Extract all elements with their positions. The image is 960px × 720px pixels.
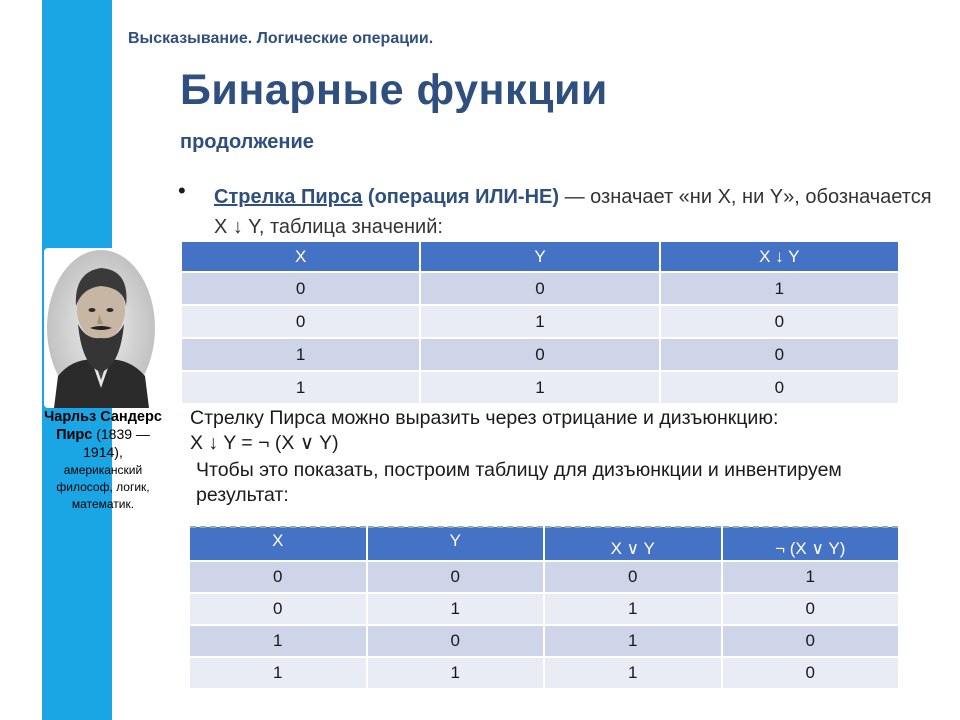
bullet-icon: • — [178, 178, 186, 203]
cell: 0 — [544, 561, 722, 593]
header-x: X — [189, 527, 367, 561]
portrait-illustration — [44, 248, 159, 408]
cell: 0 — [420, 272, 659, 305]
cell: 0 — [660, 371, 899, 404]
table-row — [181, 272, 899, 305]
person-dates: (1839 — 1914), — [83, 426, 150, 460]
definition-text: — означает «ни X, ни Y», обозначается X ↓ Y, таблица значений: — [214, 186, 932, 238]
cell: 0 — [660, 338, 899, 371]
cell: 1 — [189, 657, 367, 689]
cell: 1 — [420, 371, 659, 404]
table-row — [189, 593, 899, 625]
cell: 0 — [420, 338, 659, 371]
table-header-row — [181, 241, 899, 272]
cell: 1 — [544, 593, 722, 625]
cell: 0 — [367, 625, 545, 657]
truth-table-nor — [180, 240, 900, 405]
explanation-text — [190, 406, 910, 456]
header-or: X ∨ Y — [544, 527, 722, 561]
cell: 0 — [660, 305, 899, 338]
table-row — [181, 305, 899, 338]
cell: 1 — [189, 625, 367, 657]
cell: 1 — [420, 305, 659, 338]
bullet-definition — [214, 182, 944, 242]
person-name: Чарльз Сандерс Пирс — [44, 409, 162, 443]
section-title: Высказывание. Логические операции. — [128, 30, 434, 47]
header-not-or: ¬ (X ∨ Y) — [722, 527, 900, 561]
table-row — [181, 338, 899, 371]
table-header-row — [189, 527, 899, 561]
explanation-line: Стрелку Пирса можно выразить через отрицание и дизъюнкцию: — [190, 407, 779, 429]
table-row — [189, 561, 899, 593]
header-x: X — [181, 241, 420, 272]
cell: 1 — [181, 371, 420, 404]
term-peirce-arrow: Стрелка Пирса — [214, 186, 363, 208]
cell: 0 — [189, 593, 367, 625]
page-title: Бинарные функции — [180, 66, 608, 114]
cell: 0 — [189, 561, 367, 593]
person-caption — [44, 408, 162, 512]
truth-table-disjunction — [188, 526, 900, 690]
cell: 0 — [181, 272, 420, 305]
explanation-text-2: Чтобы это показать, построим таблицу для дизъюнкции и инвентируем результат: — [196, 459, 842, 506]
portrait-image — [44, 248, 159, 408]
cell: 0 — [181, 305, 420, 338]
header-y: Y — [367, 527, 545, 561]
formula: X ↓ Y = ¬ (X ∨ Y) — [190, 432, 339, 454]
cell: 0 — [367, 561, 545, 593]
page-subtitle: продолжение — [180, 131, 314, 153]
table-row — [181, 371, 899, 404]
cell: 1 — [544, 625, 722, 657]
header-y: Y — [420, 241, 659, 272]
cell: 0 — [722, 593, 900, 625]
header-nor: X ↓ Y — [660, 241, 899, 272]
cell: 1 — [367, 657, 545, 689]
cell: 1 — [181, 338, 420, 371]
table-row — [189, 625, 899, 657]
table-row — [189, 657, 899, 689]
term-operation: (операция ИЛИ-НЕ) — [362, 186, 560, 208]
cell: 0 — [722, 625, 900, 657]
cell: 1 — [544, 657, 722, 689]
cell: 1 — [660, 272, 899, 305]
cell: 1 — [722, 561, 900, 593]
cell: 1 — [367, 593, 545, 625]
cell: 0 — [722, 657, 900, 689]
person-description: американский философ, логик, математик. — [56, 463, 150, 511]
